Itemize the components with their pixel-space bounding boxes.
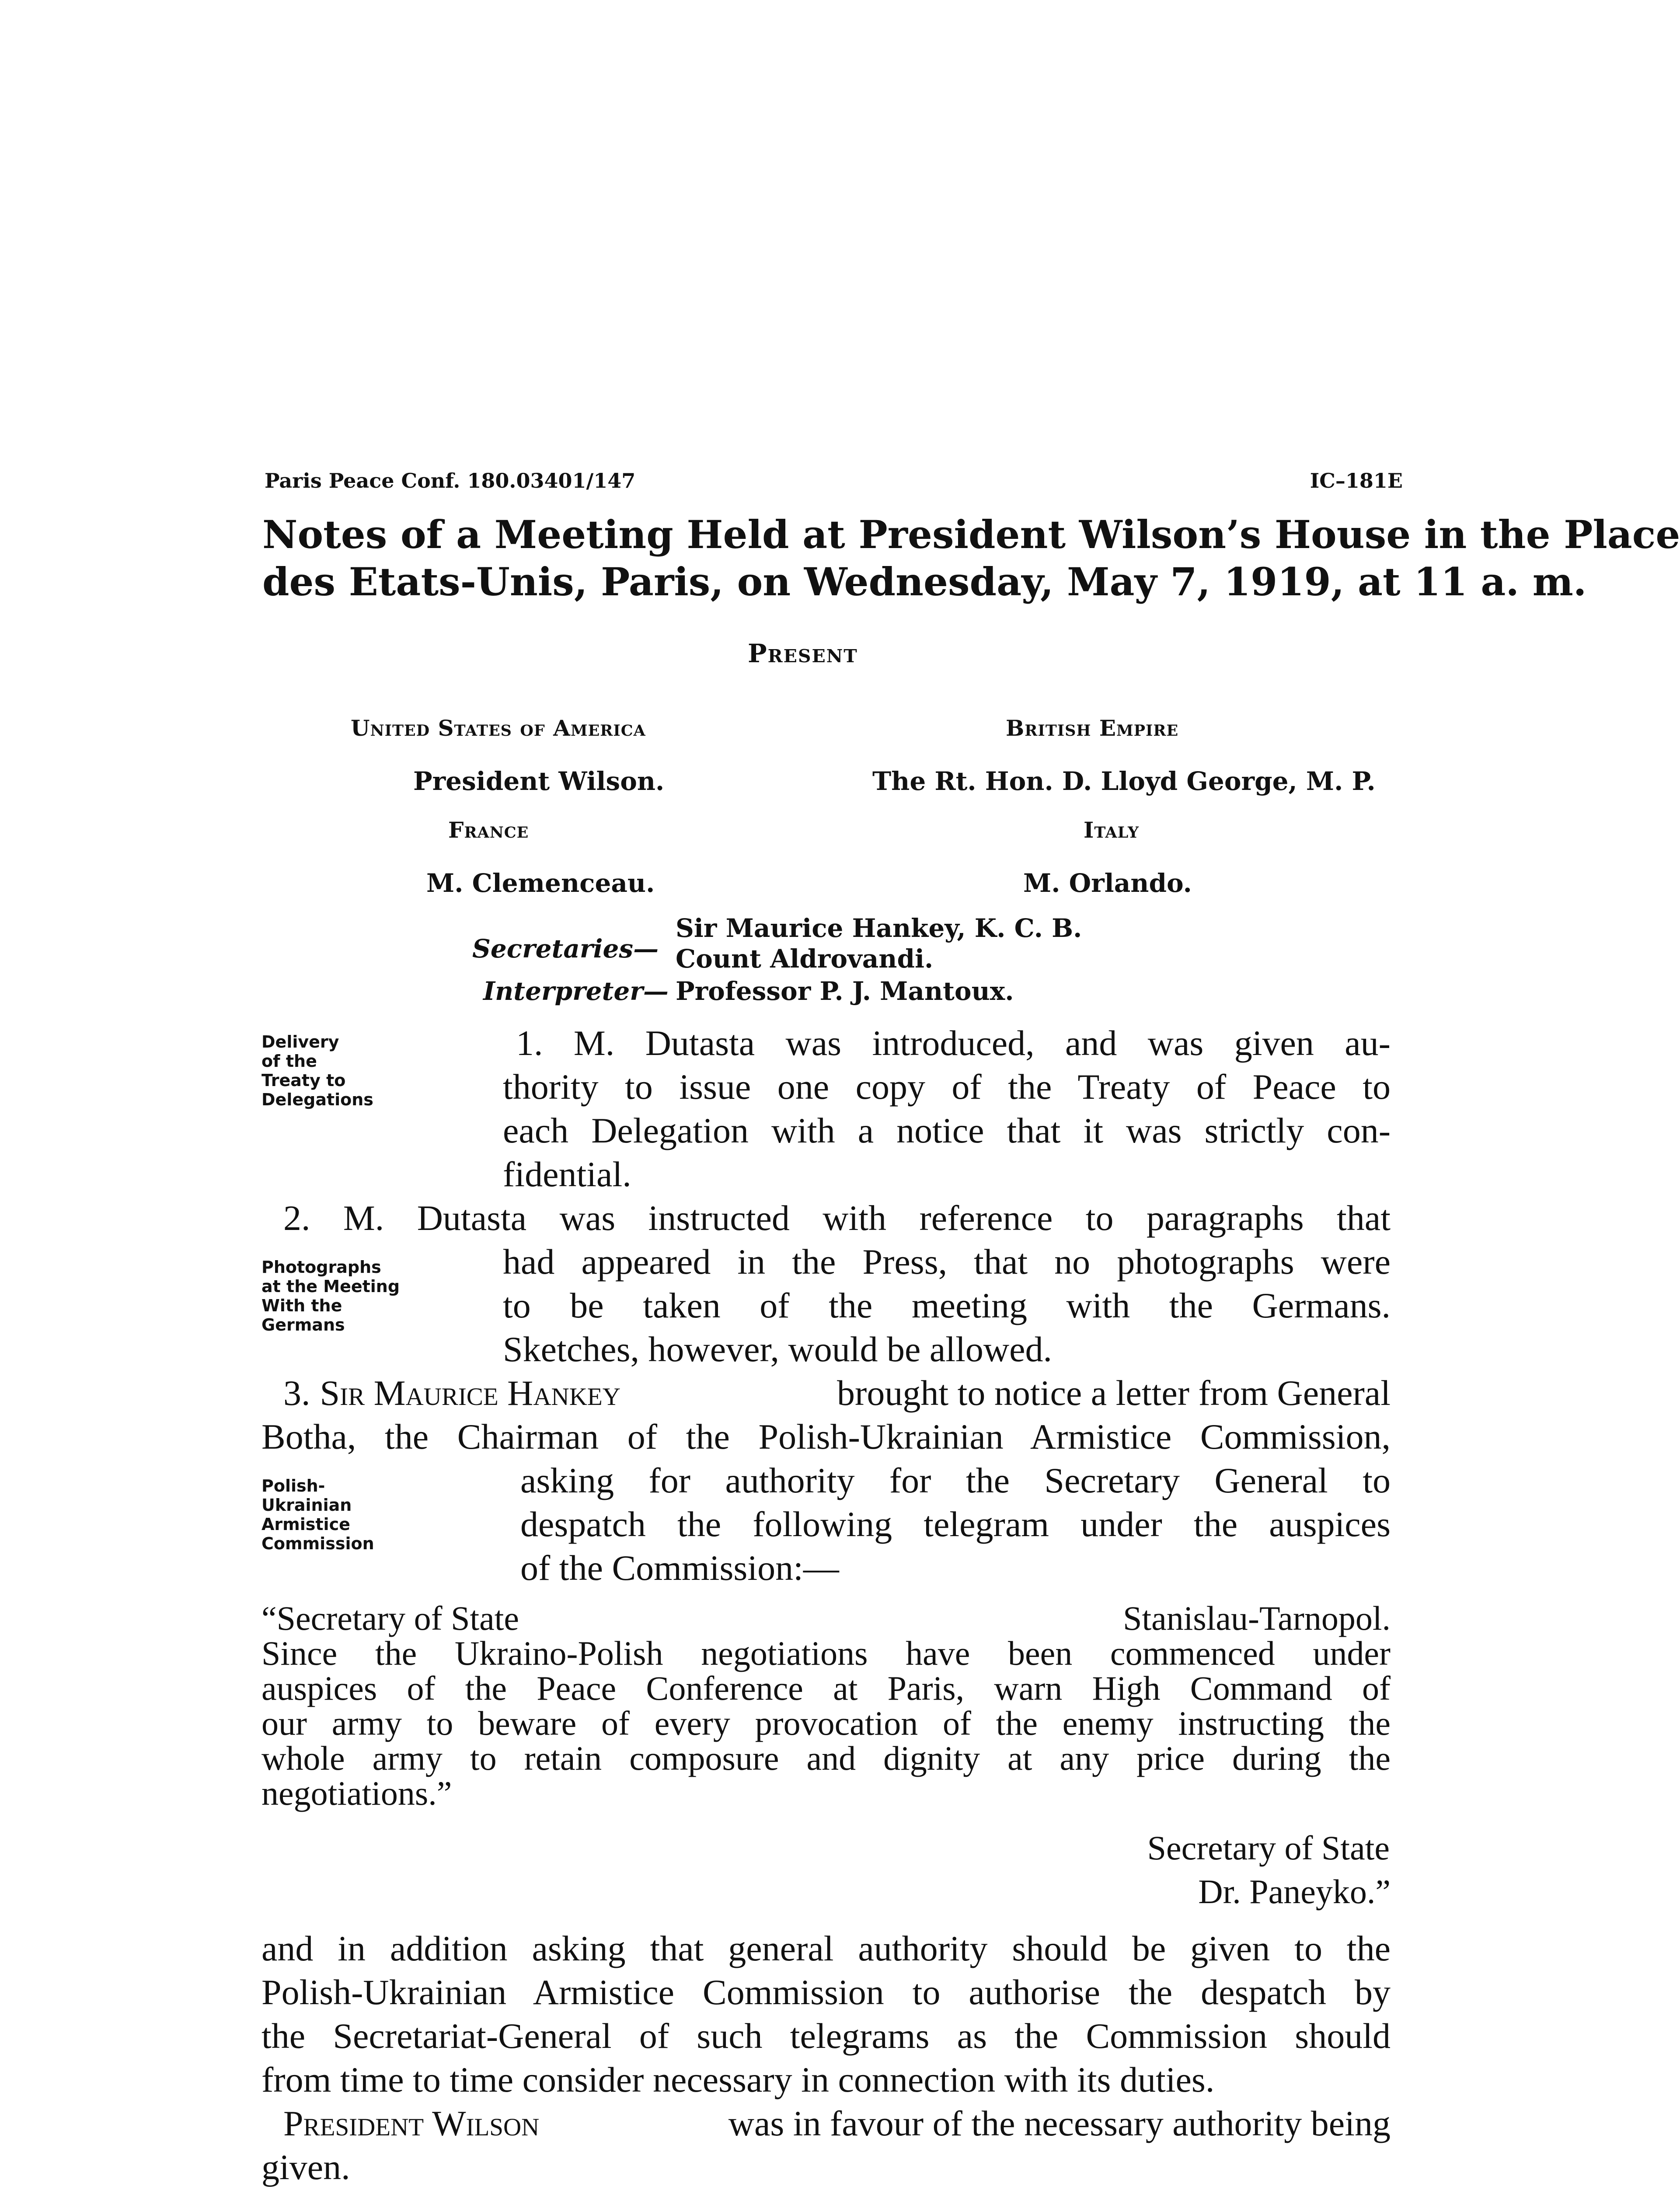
- speaker-name: President Wilson: [283, 2103, 540, 2143]
- secretary-2: Count Aldrovandi.: [676, 944, 934, 974]
- british-delegate: The Rt. Hon. D. Lloyd George, M. P.: [872, 766, 1376, 796]
- item-number: 3.: [283, 1373, 310, 1413]
- item-3-line-1: [283, 1371, 1391, 1415]
- item-3-line-1-rest: brought to notice a letter from General: [837, 1373, 1391, 1413]
- secretary-1: Sir Maurice Hankey, K. C. B.: [676, 913, 1082, 943]
- margin-note-polish-ukrainian: [261, 1476, 374, 1553]
- document-reference: Paris Peace Conf. 180.03401/147: [265, 469, 636, 493]
- interpreter-label: Interpreter—: [483, 976, 669, 1006]
- usa-label: United States of America: [351, 715, 646, 741]
- telegram-signature-name: Dr. Paneyko.”: [1198, 1873, 1391, 1911]
- margin-note-line: Commission: [261, 1534, 374, 1553]
- item-3-line-5: of the Commission:—: [520, 1548, 839, 1588]
- margin-note-line: Delegations: [261, 1090, 373, 1109]
- telegram-line: Since the Ukraino-Polish negotiations have been commenced under: [261, 1634, 1391, 1672]
- item-3-line-3: asking for authority for the Secretary General to: [520, 1460, 1391, 1500]
- margin-note-line: With the: [261, 1296, 342, 1315]
- telegram-line: our army to beware of every provocation of the enemy instructing the: [261, 1704, 1391, 1742]
- item-2-line-4: Sketches, however, would be allowed.: [503, 1329, 1052, 1369]
- item-1-line-1: 1. M. Dutasta was introduced, and was given au-: [516, 1023, 1391, 1063]
- margin-note-line: at the Meeting: [261, 1277, 400, 1296]
- president-wilson-line-rest: was in favour of the necessary authority being: [728, 2103, 1391, 2143]
- british-label: British Empire: [1006, 715, 1179, 741]
- page-title-line-2: des Etats-Unis, Paris, on Wednesday, May 7, 1919, at 11 a. m.: [262, 559, 1587, 604]
- interpreter-name: Professor P. J. Mantoux.: [676, 976, 1014, 1006]
- closing-last-word: given.: [261, 2147, 350, 2187]
- telegram-signature-title: Secretary of State: [1147, 1829, 1390, 1867]
- item-2-line-1: 2. M. Dutasta was instructed with reference to paragraphs that: [283, 1198, 1391, 1238]
- secretaries-label: Secretaries—: [472, 934, 659, 964]
- margin-note-line: Ukrainian: [261, 1495, 352, 1515]
- margin-note-line: Armistice: [261, 1515, 350, 1534]
- margin-note-line: Delivery: [261, 1032, 339, 1052]
- telegram-line: auspices of the Peace Conference at Paris, warn High Command of: [261, 1669, 1391, 1707]
- closing-line: and in addition asking that general authority should be given to the: [261, 1928, 1391, 1968]
- margin-note-line: Treaty to: [261, 1071, 346, 1090]
- present-heading: Present: [748, 639, 858, 668]
- closing-line: from time to time consider necessary in connection with its duties.: [261, 2060, 1215, 2100]
- telegram-line: whole army to retain composure and dignity at any price during the: [261, 1739, 1391, 1777]
- telegram-addressee: “Secretary of State: [261, 1599, 519, 1637]
- document-code: IC–181E: [1310, 469, 1403, 493]
- item-2-line-2: had appeared in the Press, that no photographs were: [503, 1242, 1391, 1282]
- item-1-line-4: fidential.: [503, 1154, 631, 1194]
- telegram-line: negotiations.”: [261, 1774, 452, 1812]
- page-title-line-1: Notes of a Meeting Held at President Wilson’s House in the Place: [262, 512, 1680, 557]
- margin-note-line: Polish-: [261, 1476, 325, 1495]
- item-1-line-2: thority to issue one copy of the Treaty of Peace to: [503, 1067, 1391, 1107]
- france-label: France: [448, 817, 529, 843]
- margin-note-line: Photographs: [261, 1258, 381, 1277]
- item-2-line-3: to be taken of the meeting with the Germans.: [503, 1286, 1391, 1325]
- speaker-name: Sir Maurice Hankey: [320, 1373, 620, 1413]
- italy-delegate: M. Orlando.: [1023, 868, 1192, 898]
- item-3-line-4: despatch the following telegram under the auspices: [520, 1504, 1391, 1544]
- item-1-line-3: each Delegation with a notice that it was strictly con-: [503, 1111, 1391, 1150]
- usa-delegate: President Wilson.: [413, 766, 665, 796]
- margin-note-delivery: [261, 1032, 373, 1109]
- closing-line: Polish-Ukrainian Armistice Commission to authorise the despatch by: [261, 1972, 1391, 2012]
- margin-note-line: Germans: [261, 1315, 345, 1335]
- telegram-place: Stanislau-Tarnopol.: [1123, 1599, 1391, 1637]
- italy-label: Italy: [1084, 817, 1140, 843]
- margin-note-line: of the: [261, 1052, 317, 1071]
- item-3-line-2: Botha, the Chairman of the Polish-Ukrainian Armistice Commission,: [261, 1417, 1391, 1457]
- closing-line: the Secretariat-General of such telegrams as the Commission should: [261, 2016, 1391, 2056]
- president-wilson-line: [283, 2102, 1391, 2145]
- france-delegate: M. Clemenceau.: [426, 868, 655, 898]
- margin-note-photographs: [261, 1258, 400, 1335]
